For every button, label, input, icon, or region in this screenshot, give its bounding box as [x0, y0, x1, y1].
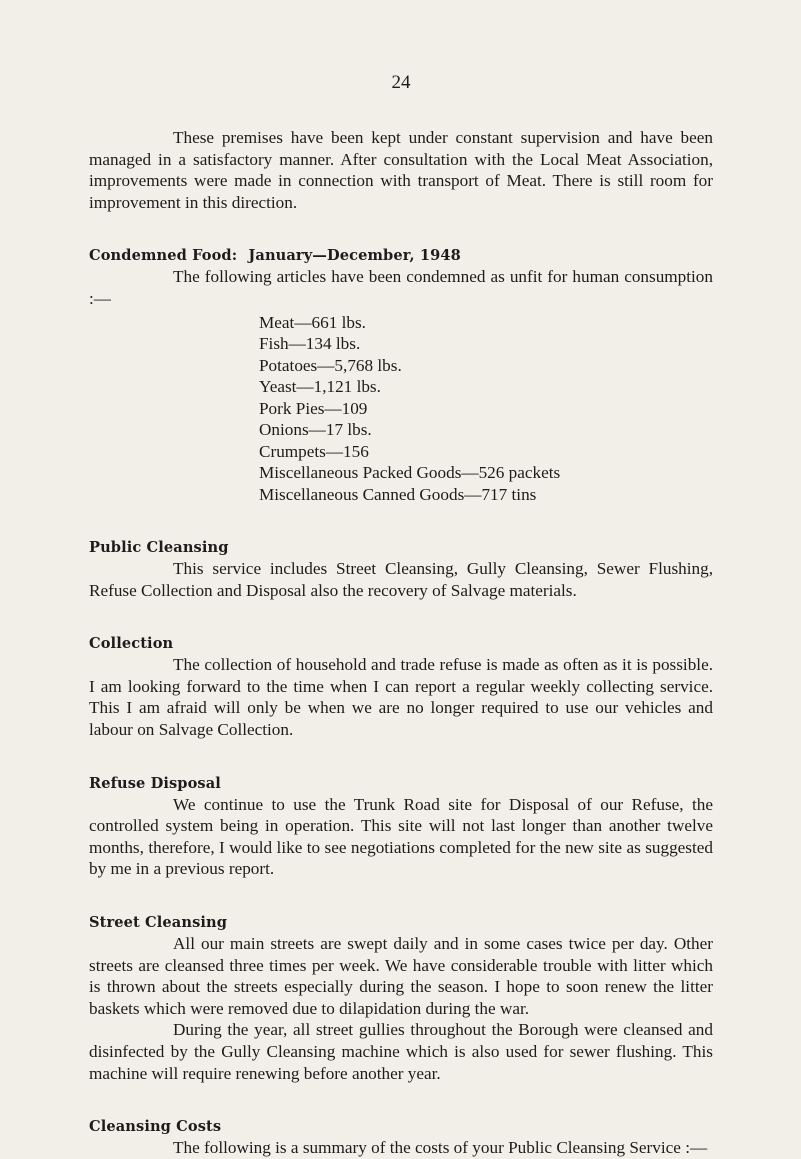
public-cleansing-heading: Public Cleansing — [89, 539, 229, 557]
list-item: Yeast—1,121 lbs. — [259, 377, 381, 397]
condemned-food-list — [89, 312, 713, 506]
list-item: Meat—661 lbs. — [259, 312, 366, 332]
condemned-food-paragraph: The following articles have been condemned as unfit for human consumption :— — [89, 267, 713, 308]
street-cleansing-section — [89, 913, 713, 1084]
list-item: Miscellaneous Packed Goods—526 packets — [259, 463, 561, 483]
public-cleansing-section — [89, 538, 713, 601]
cleansing-costs-heading: Cleansing Costs — [89, 1118, 222, 1136]
street-cleansing-paragraph-1: All our main streets are swept daily and in some cases twice per day. Other streets are cleansed three times per week. We have considerable trouble with litter which is thrown about the streets especially during the season. I hope to soon renew the litter baskets which were removed due to dilapidation during the war. — [89, 934, 713, 1018]
intro-paragraph: These premises have been kept under constant supervision and have been managed in a satisfactory manner. After consultation with the Local Meat Association, improvements were made in connection with transport of Meat. There is still room for improvement in this direction. — [89, 128, 713, 212]
list-item: Potatoes—5,768 lbs. — [259, 355, 402, 375]
list-item: Miscellaneous Canned Goods—717 tins — [259, 484, 537, 504]
collection-section — [89, 634, 713, 740]
list-item: Fish—134 lbs. — [259, 334, 361, 354]
collection-paragraph: The collection of household and trade refuse is made as often as it is possible. I am looking forward to the time when I can report a regular weekly collecting service. This I am afraid will only be when we are no longer required to use our vehicles and labour on Salvage Collection. — [89, 655, 713, 740]
condemned-food-heading — [89, 246, 713, 266]
list-item: Pork Pies—109 — [259, 398, 368, 418]
cleansing-costs-paragraph: The following is a summary of the costs of your Public Cleansing Service :— — [173, 1138, 708, 1158]
street-cleansing-heading: Street Cleansing — [89, 914, 228, 931]
collection-heading: Collection — [89, 635, 174, 653]
refuse-disposal-paragraph: We continue to use the Trunk Road site for Disposal of our Refuse, the controlled system being in operation. This site will not last longer than another twelve months, therefore, I would like to see negotiations completed for the new site as suggested by me in a previous report. — [89, 794, 713, 879]
page-number: 24 — [391, 72, 411, 93]
public-cleansing-paragraph: This service includes Street Cleansing, Gully Cleansing, Sewer Flushing, Refuse Collection and Disposal also the recovery of Salvage materials. — [89, 559, 713, 600]
street-cleansing-paragraph-2: During the year, all street gullies throughout the Borough were cleansed and disinfected by the Gully Cleansing machine which is also used for sewer flushing. This machine will require renewing before another year. — [89, 1020, 713, 1083]
list-item: Crumpets—156 — [259, 441, 369, 461]
condemned-food-heading-period: January—December, 1948 — [248, 247, 461, 265]
refuse-disposal-heading: Refuse Disposal — [89, 774, 221, 792]
list-item: Onions—17 lbs. — [259, 420, 372, 440]
condemned-food-section — [89, 246, 713, 505]
refuse-disposal-section — [89, 774, 713, 880]
condemned-food-heading-label: Condemned Food: — [89, 247, 238, 265]
